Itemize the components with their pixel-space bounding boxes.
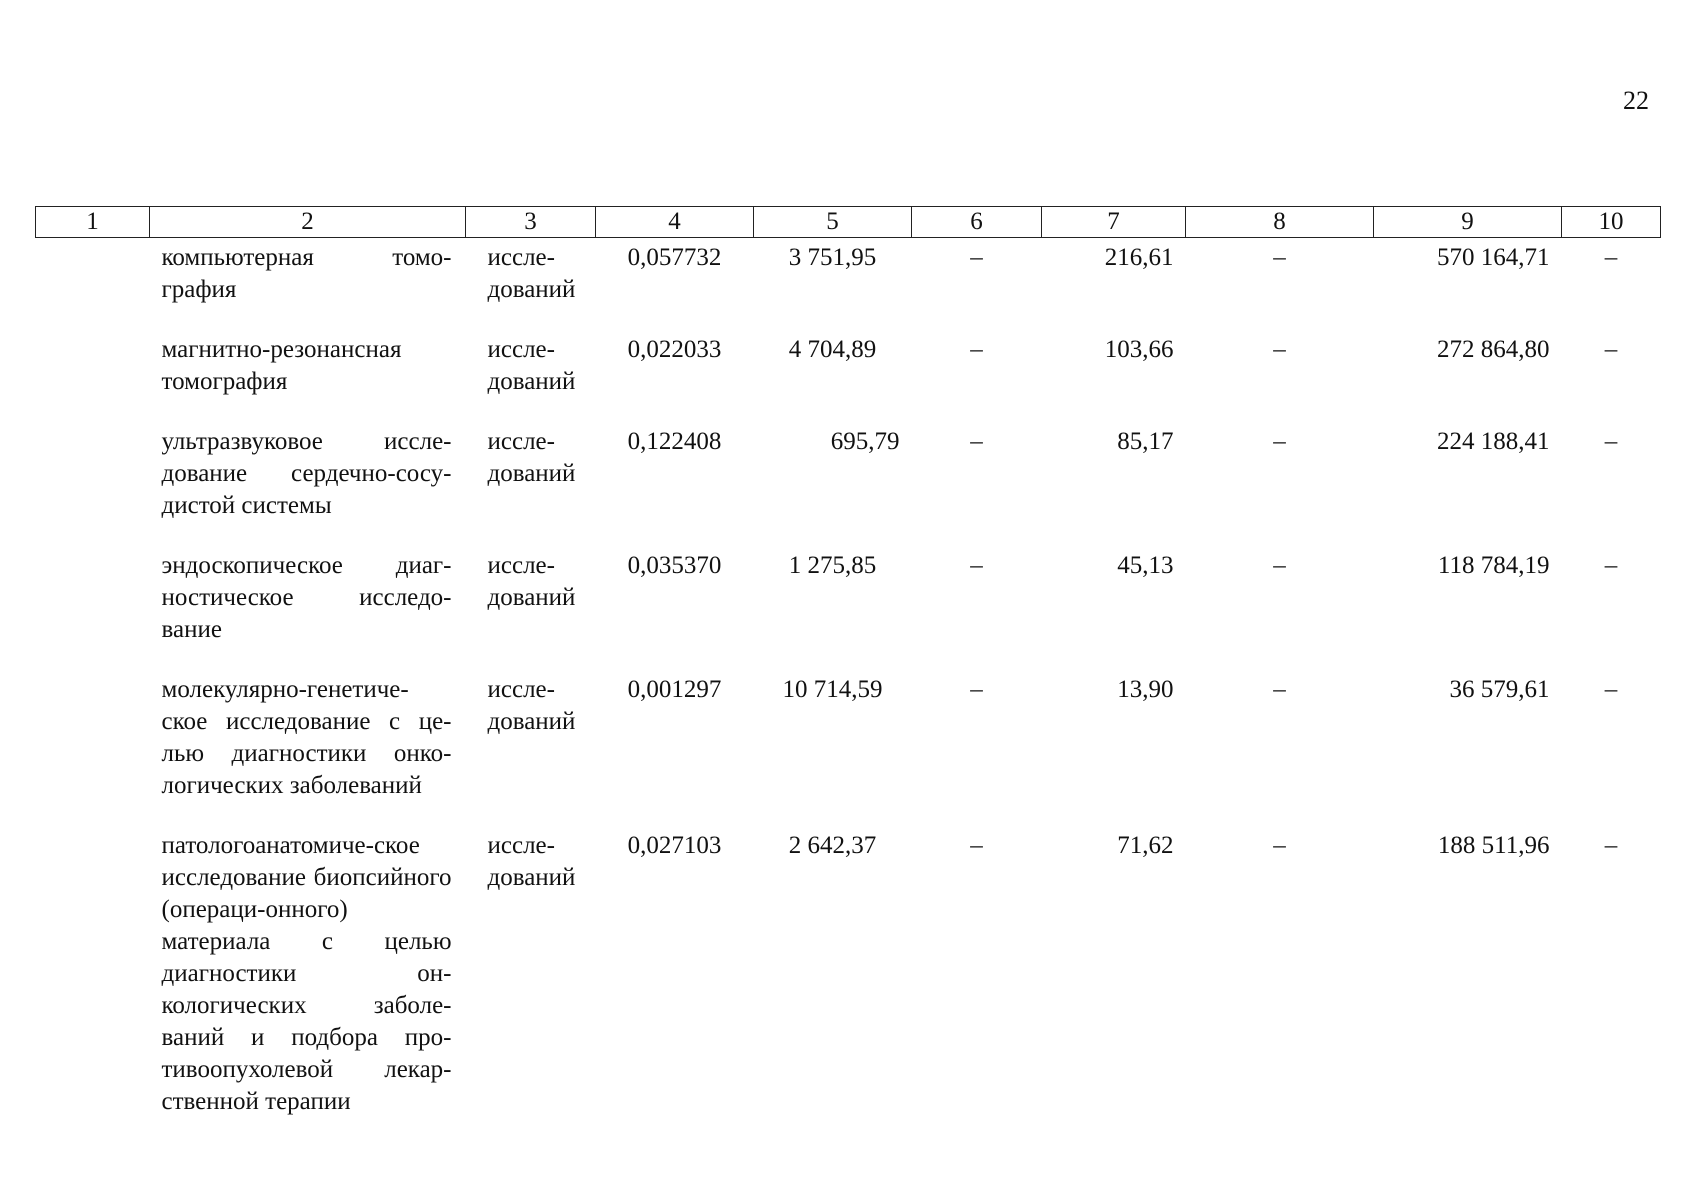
table-row [36,422,1661,546]
cell-col7: 85,17 [1117,428,1174,455]
table-row [36,238,1661,331]
cell-col4: 0,001297 [627,676,722,703]
column-header-9: 9 [1374,207,1562,238]
cell-unit: иссле-дований [487,336,576,395]
cell-col4: 0,022033 [627,336,722,363]
cell-col5: 1 275,85 [788,552,877,579]
cell-col10: – [1604,428,1618,455]
cell-unit: иссле-дований [487,244,576,303]
cell-unit: иссле-дований [487,832,576,891]
table-row [36,330,1661,422]
cell-col8: – [1273,552,1286,579]
cell-col6: – [970,336,983,363]
cell-col6: – [970,676,983,703]
cell-col6: – [970,244,983,271]
cell-col9: 118 784,19 [1437,552,1550,579]
cell-service-name: патологоанатомиче-ское исследование биопсийного (операци-онного) материала с целью диагностики он-кологических заболе-ваний и подбора про-тивоопухолевой лекар-ственной терапии [161,832,452,1115]
cell-col8: – [1273,336,1286,363]
cell-col10: – [1604,552,1618,579]
cell-col5: 3 751,95 [788,244,877,271]
cell-unit: иссле-дований [487,428,576,487]
cell-col5: 695,79 [830,428,900,455]
cell-col7: 216,61 [1104,244,1174,271]
cell-col6: – [970,552,983,579]
column-header-1: 1 [36,207,150,238]
cell-col9: 188 511,96 [1437,832,1550,859]
column-header-4: 4 [596,207,754,238]
cell-unit: иссле-дований [487,676,576,735]
cell-col5: 10 714,59 [782,676,883,703]
cell-col5: 2 642,37 [788,832,877,859]
column-header-8: 8 [1186,207,1374,238]
table-row [36,546,1661,670]
data-table [35,206,1661,1142]
cell-col4: 0,122408 [627,428,722,455]
column-header-2: 2 [150,207,466,238]
column-header-5: 5 [754,207,912,238]
cell-unit: иссле-дований [487,552,576,611]
cell-col9: 272 864,80 [1437,336,1550,363]
cell-empty [36,826,150,1142]
cell-service-name: ультразвуковое иссле-дование сердечно-сосу-дистой системы [161,428,452,519]
cell-col5: 4 704,89 [788,336,877,363]
cell-col6: – [970,832,983,859]
cell-empty [36,330,150,422]
cell-col8: – [1273,244,1286,271]
cell-col4: 0,027103 [627,832,722,859]
cell-col7: 71,62 [1117,832,1174,859]
page-number: 22 [1623,86,1649,115]
cell-col10: – [1604,832,1618,859]
column-header-7: 7 [1042,207,1186,238]
cell-col4: 0,057732 [627,244,722,271]
cell-col7: 45,13 [1117,552,1174,579]
cell-col8: – [1273,428,1286,455]
cell-col7: 103,66 [1104,336,1174,363]
cell-col10: – [1604,676,1618,703]
cell-col6: – [970,428,983,455]
cell-col10: – [1604,244,1618,271]
column-header-10: 10 [1562,207,1661,238]
cell-empty [36,422,150,546]
cell-col9: 570 164,71 [1437,244,1550,271]
cell-service-name: компьютерная томо-графия [161,244,452,303]
column-header-3: 3 [466,207,596,238]
cell-empty [36,670,150,826]
cell-col7: 13,90 [1117,676,1174,703]
cell-col4: 0,035370 [627,552,722,579]
table-row [36,670,1661,826]
cell-service-name: молекулярно-генетиче-ское исследование с це-лью диагностики онко-логических заболеваний [161,676,452,799]
cell-col9: 36 579,61 [1449,676,1550,703]
cell-col8: – [1273,676,1286,703]
column-number-row [36,207,1661,238]
column-header-6: 6 [912,207,1042,238]
table-row [36,826,1661,1142]
cell-empty [36,546,150,670]
cell-col10: – [1604,336,1618,363]
cell-service-name: эндоскопическое диаг-ностическое исследо-вание [161,552,452,643]
cell-col9: 224 188,41 [1437,428,1550,455]
cell-col8: – [1273,832,1286,859]
cell-service-name: магнитно-резонансная томография [161,336,402,395]
cell-empty [36,238,150,331]
